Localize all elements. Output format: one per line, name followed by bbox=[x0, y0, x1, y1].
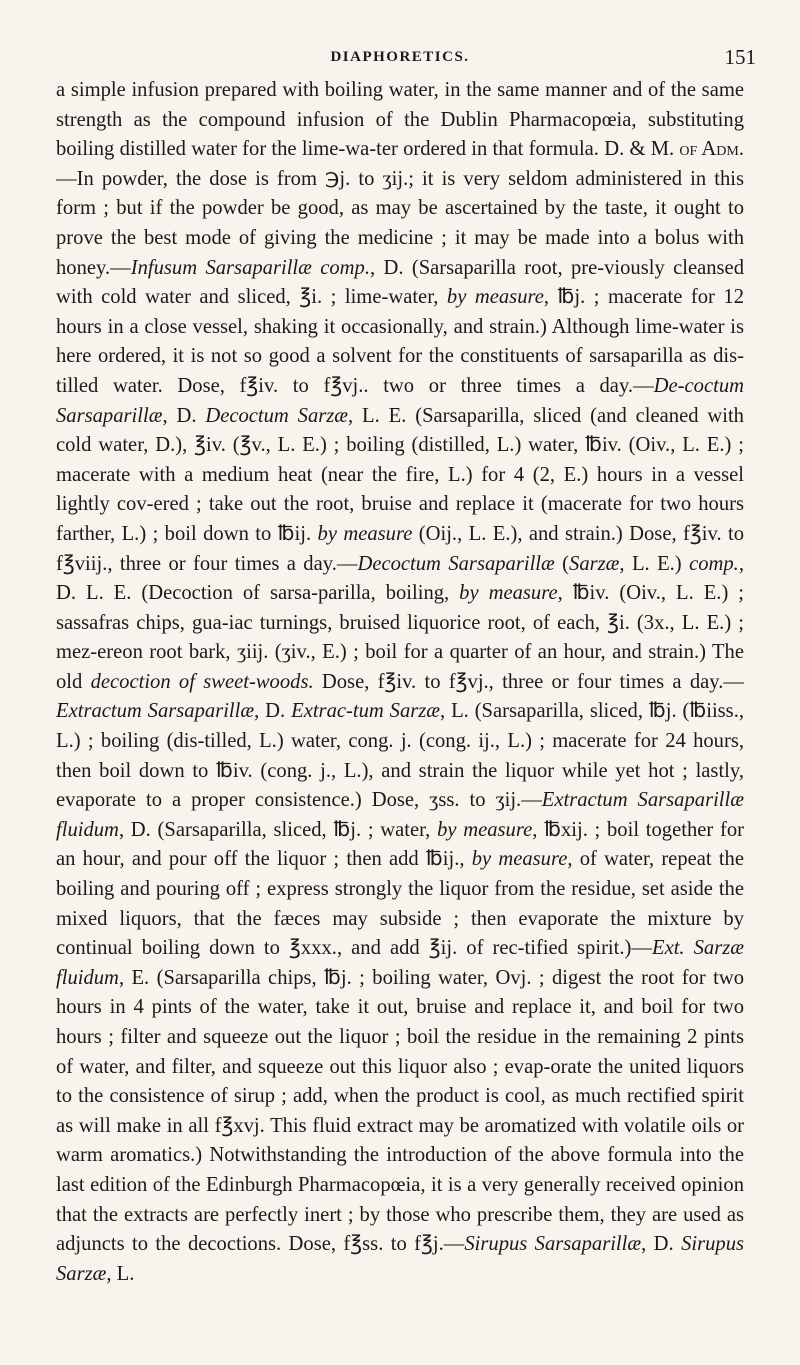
text-run: —In powder, the dose is from ℈j. to ʒij.; it is very seldom administered in this form ; but if the powder be good, as may be ascertained by the taste, it ought to prove the best mode of giving the medicine ; it may be made into a bolus with honey.— bbox=[56, 167, 744, 279]
italic-term: by measure bbox=[459, 582, 558, 605]
text-run: , L. E. (Sarsaparilla, sliced (and cleaned with cold water, D.), ℥iv. (℥v., L. E.) ; boiling (distilled, L.) water, ℔iv. (Oiv., L. E.) ; macerate with a medium heat (near the fire, L.) for 4 (2, E.) hours in a vessel lightly cov-ered ; take out the root, bruise and replace it (macerate for two hours farther, L.) ; boil down to ℔ij. bbox=[56, 404, 744, 545]
italic-term: Extrac-tum Sarzæ bbox=[291, 700, 441, 723]
text-run: Dose, f℥iv. to f℥vj., three or four times a day.— bbox=[313, 670, 744, 693]
text-run: D. & M. bbox=[598, 138, 680, 161]
text-run: , L. E.) bbox=[619, 552, 690, 575]
running-head bbox=[0, 45, 800, 75]
text-run: , ℔j. ; macerate for 12 hours in a close vessel, shaking it occasionally, and strain.) Although lime-water is here ordered, it is not so good a solvent for the constituents of sarsaparilla as dis-tilled water. Dose, f℥iv. to f℥vj.. two or three times a day.— bbox=[56, 286, 744, 397]
italic-term: Decoctum Sarzæ bbox=[205, 404, 349, 427]
text-run: , D. L. E. (Decoction of sarsa-parilla, boiling, bbox=[56, 552, 744, 605]
italic-term: Decoctum Sarsaparillæ bbox=[357, 552, 555, 575]
body-text bbox=[56, 76, 744, 1289]
italic-term: Sarzæ bbox=[569, 552, 620, 575]
page-number: 151 bbox=[724, 45, 756, 69]
italic-term: Sirupus Sarsaparillæ bbox=[464, 1233, 642, 1256]
text-run: , D. bbox=[254, 700, 292, 723]
text-run: , E. (Sarsaparilla chips, ℔j. ; boiling water, Ovj. ; digest the root for two hours in 4 pints of the water, take it out, bruise and replace it, and boil for two hours ; filter and squeeze out the liquor ; boil the residue in the remaining 2 pints of water, and filter, and squeeze out this liquor also ; evap-orate the united liquors to the consistence of sirup ; add, when the product is cool, as much rectified spirit as will make in all f℥xvj. This fluid extract may be aromatized with volatile oils or warm aromatics.) Notwithstanding the introduction of the above formula into the last edition of the Edinburgh Pharmacopœia, it is a very generally received opinion that the extracts are perfectly inert ; by those who prescribe them, they are used as adjuncts to the decoctions. Dose, f℥ss. to f℥j.— bbox=[56, 966, 744, 1256]
italic-term: Ext. Sarzæ fluidum bbox=[56, 937, 744, 989]
italic-term: Extractum Sarsaparillæ fluidum bbox=[56, 789, 744, 841]
text-run: (Oij., L. E.), and strain.) Dose, f℥iv. to f℥viij., three or four times a day.— bbox=[56, 522, 744, 575]
italic-term: by measure bbox=[437, 818, 533, 841]
text-run: , of water, repeat the boiling and pouring off ; express strongly the liquor from the residue, set aside the mixed liquors, that the fæces may subside ; then evaporate the mixture by continual boiling down to ℥xxx., and add ℥ij. of rec-tified spirit.)— bbox=[56, 848, 744, 960]
text-run: , D. bbox=[162, 404, 206, 427]
italic-term: by measure bbox=[317, 522, 413, 545]
page-header-title: DIAPHORETICS. bbox=[330, 49, 470, 65]
italic-term: Extractum Sarsaparillæ bbox=[56, 700, 255, 723]
italic-term: by measure bbox=[471, 848, 568, 871]
text-run: , ℔xij. ; boil together for an hour, and pour off the liquor ; then add ℔ij., bbox=[56, 818, 744, 871]
italic-term: decoction of sweet-woods. bbox=[90, 670, 314, 693]
text-run: a simple infusion prepared with boiling water, in the same manner and of the same strength as the compound infusion of the Dublin Pharmacopœia, substituting boiling distilled water for the lime-wa-ter ordered in that formula. bbox=[56, 79, 744, 161]
text-run: , ℔iv. (Oiv., L. E.) ; sassafras chips, gua-iac turnings, bruised liquorice root, of each, ℥i. (3x., L. E.) ; mez-ereon root bark, ʒiij. (ʒiv., E.) ; boil for a quarter of an hour, and strain.) The old bbox=[56, 582, 744, 693]
small-caps-run: of Adm. bbox=[679, 138, 745, 161]
paragraph bbox=[56, 76, 744, 1289]
italic-term: Sirupus Sarzæ bbox=[56, 1233, 745, 1285]
italic-term: by measure bbox=[446, 286, 544, 309]
text-run: , L. (Sarsaparilla, sliced, ℔j. (℔iiss., L.) ; boiling (dis-tilled, L.) water, cong. j. (cong. ij., L.) ; macerate for 24 hours, then boil down to ℔iv. (cong. j., L.), and strain the liquor while yet hot ; lastly, evaporate to a proper consistence.) Dose, ʒss. to ʒij.— bbox=[56, 700, 744, 812]
text-run: ( bbox=[554, 552, 570, 575]
text-run: , L. bbox=[106, 1262, 135, 1285]
text-run: , D. (Sarsaparilla root, pre-viously cleansed with cold water and sliced, ℥i. ; lime-water, bbox=[56, 256, 744, 309]
italic-term: Infusum Sarsaparillæ comp. bbox=[130, 256, 370, 279]
text-run: , D. bbox=[641, 1233, 682, 1256]
italic-term: De-coctum Sarsaparillæ bbox=[56, 374, 744, 427]
italic-term: comp. bbox=[689, 552, 739, 575]
text-run: , D. (Sarsaparilla, sliced, ℔j. ; water, bbox=[118, 818, 438, 841]
